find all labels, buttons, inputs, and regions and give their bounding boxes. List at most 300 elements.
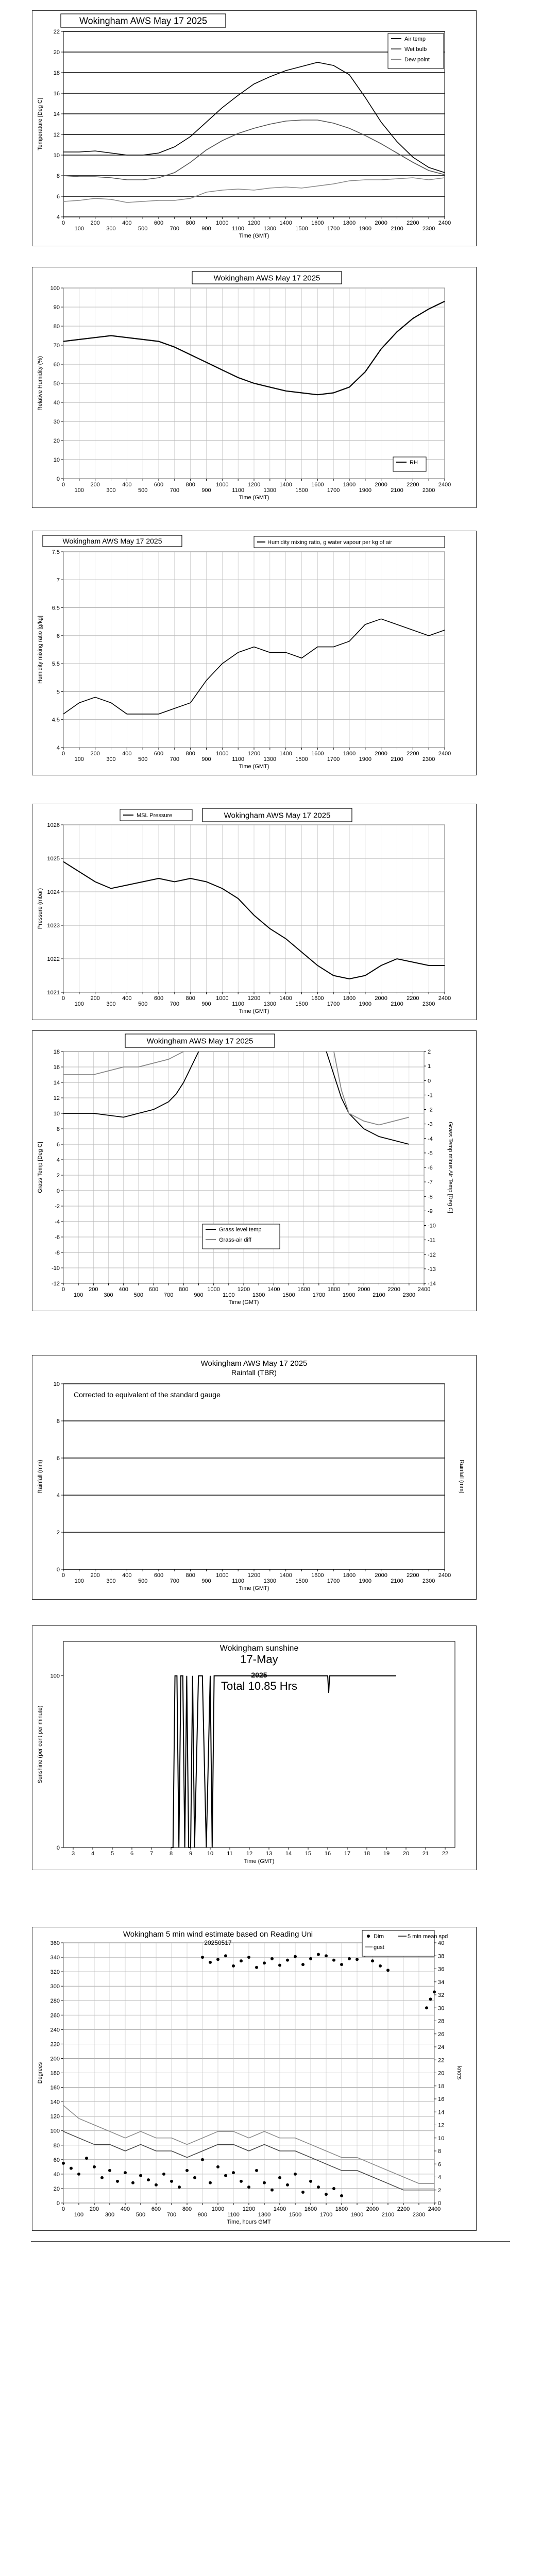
y2-tick-label: 36 bbox=[438, 1966, 445, 1973]
x-tick-label: 2200 bbox=[407, 220, 419, 226]
x-tick-label: 1800 bbox=[343, 482, 356, 488]
data-point bbox=[356, 1958, 359, 1961]
x-tick-label: 1700 bbox=[327, 1001, 340, 1007]
y2-tick-label: 22 bbox=[438, 2057, 445, 2064]
rainfall-chart bbox=[32, 1355, 476, 1599]
chart-subtitle: 20250517 bbox=[204, 1939, 232, 1946]
x-tick-label: 1500 bbox=[295, 487, 308, 494]
data-point bbox=[340, 1963, 343, 1966]
y2-tick-label: 1 bbox=[428, 1063, 431, 1070]
x-tick-label: 800 bbox=[179, 1286, 189, 1293]
y-tick-label: 90 bbox=[53, 304, 60, 311]
pressure-chart bbox=[32, 804, 476, 1020]
y-tick-label: 5.5 bbox=[52, 661, 60, 668]
x-tick-label: 8 bbox=[169, 1851, 173, 1857]
x-tick-label: 2200 bbox=[407, 1572, 419, 1579]
grass-temp-chart bbox=[32, 1031, 476, 1311]
plot-area bbox=[63, 31, 445, 217]
y-tick-label: 4 bbox=[56, 214, 60, 221]
y-tick-label: 6 bbox=[56, 1142, 60, 1148]
x-tick-label: 300 bbox=[106, 1001, 116, 1007]
y2-tick-label: -5 bbox=[428, 1150, 433, 1157]
x-tick-label: 1500 bbox=[282, 1292, 295, 1298]
x-tick-label: 1600 bbox=[304, 2206, 317, 2212]
humidity-chart-panel bbox=[32, 267, 477, 508]
x-tick-label: 9 bbox=[189, 1851, 193, 1857]
y-tick-label: 0 bbox=[56, 1845, 60, 1851]
y-tick-label: 60 bbox=[53, 2157, 60, 2163]
y-tick-label: 1022 bbox=[47, 956, 60, 962]
grass-temp-chart-panel bbox=[32, 1030, 477, 1311]
data-point bbox=[386, 1969, 390, 1972]
chart-annotation: Corrected to equivalent of the standard gauge bbox=[74, 1391, 221, 1399]
data-point bbox=[348, 1957, 351, 1960]
x-tick-label: 2100 bbox=[373, 1292, 385, 1298]
legend-label: gust bbox=[374, 1944, 384, 1951]
x-tick-label: 15 bbox=[305, 1851, 312, 1857]
x-tick-label: 3 bbox=[71, 1851, 75, 1857]
x-tick-label: 500 bbox=[138, 487, 148, 494]
x-tick-label: 500 bbox=[136, 2212, 146, 2218]
y-tick-label: 10 bbox=[53, 457, 60, 463]
y2-tick-label: -6 bbox=[428, 1165, 433, 1171]
y-tick-label: 7.5 bbox=[52, 549, 60, 555]
data-point bbox=[70, 2167, 73, 2170]
chart-title: Wokingham AWS May 17 2025 bbox=[200, 1359, 308, 1368]
pressure-chart-panel bbox=[32, 804, 477, 1020]
x-tick-label: 14 bbox=[285, 1851, 292, 1857]
data-point bbox=[247, 2185, 250, 2189]
x-tick-label: 1400 bbox=[273, 2206, 286, 2212]
data-point bbox=[255, 2169, 258, 2172]
data-point bbox=[294, 2173, 297, 2176]
y-tick-label: 6 bbox=[56, 633, 60, 639]
x-tick-label: 800 bbox=[185, 220, 195, 226]
y-tick-label: 10 bbox=[53, 1381, 60, 1387]
x-tick-label: 200 bbox=[90, 995, 100, 1002]
x-tick-label: 21 bbox=[422, 1851, 429, 1857]
y-tick-label: 360 bbox=[50, 1940, 60, 1946]
data-point bbox=[332, 2187, 335, 2190]
x-tick-label: 16 bbox=[324, 1851, 331, 1857]
data-point bbox=[278, 1963, 281, 1967]
y2-tick-label: -1 bbox=[428, 1092, 433, 1099]
data-point bbox=[301, 2191, 305, 2194]
x-tick-label: 1900 bbox=[359, 1578, 372, 1584]
x-tick-label: 100 bbox=[74, 1578, 84, 1584]
data-point bbox=[240, 1959, 243, 1962]
y-tick-label: 20 bbox=[53, 2185, 60, 2192]
y2-tick-label: 10 bbox=[438, 2135, 445, 2142]
x-tick-label: 2400 bbox=[438, 751, 451, 757]
x-tick-label: 2000 bbox=[375, 220, 387, 226]
y2-tick-label: -4 bbox=[428, 1136, 433, 1142]
data-point bbox=[201, 1956, 204, 1959]
x-tick-label: 500 bbox=[138, 1001, 148, 1007]
y2-tick-label: 0 bbox=[438, 2200, 442, 2207]
x-tick-label: 1700 bbox=[327, 1578, 340, 1584]
x-tick-label: 1800 bbox=[335, 2206, 348, 2212]
x-tick-label: 10 bbox=[207, 1851, 214, 1857]
x-tick-label: 2000 bbox=[358, 1286, 370, 1293]
x-tick-label: 1900 bbox=[342, 1292, 356, 1298]
x-tick-label: 2300 bbox=[422, 1001, 435, 1007]
x-tick-label: 2000 bbox=[375, 1572, 387, 1579]
x-tick-label: 1200 bbox=[247, 751, 261, 757]
x-tick-label: 100 bbox=[73, 1292, 83, 1298]
temperature-chart bbox=[32, 11, 476, 246]
x-tick-label: 1600 bbox=[297, 1286, 310, 1293]
y-axis-label: Sunshine (per cent per minute) bbox=[37, 1705, 43, 1784]
data-point bbox=[433, 1990, 436, 1993]
x-tick-label: 2200 bbox=[387, 1286, 400, 1293]
chart-year: 2025 bbox=[251, 1671, 267, 1679]
y-tick-label: 4 bbox=[56, 745, 60, 751]
x-tick-label: 500 bbox=[133, 1292, 144, 1298]
x-tick-label: 1300 bbox=[258, 2212, 271, 2218]
y-tick-label: 10 bbox=[53, 1111, 60, 1117]
y2-tick-label: 30 bbox=[438, 2005, 445, 2012]
x-tick-label: 2200 bbox=[397, 2206, 410, 2212]
data-point bbox=[263, 2181, 266, 2184]
y2-tick-label: 12 bbox=[438, 2122, 445, 2129]
x-tick-label: 600 bbox=[151, 2206, 161, 2212]
x-tick-label: 11 bbox=[227, 1851, 233, 1857]
data-point bbox=[216, 1958, 219, 1961]
x-tick-label: 1700 bbox=[312, 1292, 326, 1298]
x-tick-label: 300 bbox=[106, 226, 116, 232]
x-tick-label: 900 bbox=[201, 756, 211, 762]
x-tick-label: 600 bbox=[154, 995, 164, 1002]
data-point bbox=[124, 2171, 127, 2174]
data-point bbox=[309, 1957, 312, 1960]
data-point bbox=[155, 2183, 158, 2187]
y2-tick-label: -3 bbox=[428, 1121, 433, 1128]
wind-chart-panel bbox=[32, 1927, 477, 2231]
y-tick-label: 14 bbox=[53, 1080, 60, 1086]
data-point bbox=[62, 2162, 65, 2165]
x-tick-label: 1900 bbox=[359, 756, 372, 762]
x-tick-label: 1200 bbox=[247, 482, 261, 488]
x-tick-label: 100 bbox=[74, 2212, 84, 2218]
data-point bbox=[232, 1964, 235, 1968]
y-tick-label: 7 bbox=[56, 577, 60, 584]
y2-tick-label: 14 bbox=[438, 2109, 445, 2116]
chart-title: Wokingham 5 min wind estimate based on Reading Uni bbox=[123, 1930, 313, 1939]
x-tick-label: 700 bbox=[163, 1292, 174, 1298]
x-tick-label: 1600 bbox=[311, 482, 324, 488]
y-tick-label: 80 bbox=[53, 324, 60, 330]
y2-axis-label: Rainfall (mm) bbox=[459, 1460, 465, 1494]
x-tick-label: 1300 bbox=[263, 1578, 277, 1584]
x-tick-label: 1300 bbox=[263, 1001, 277, 1007]
y-axis-label: Relative Humidity (%) bbox=[37, 356, 43, 411]
x-tick-label: 1500 bbox=[295, 756, 308, 762]
x-tick-label: 2400 bbox=[417, 1286, 431, 1293]
x-tick-label: 200 bbox=[89, 1286, 98, 1293]
y-tick-label: 1023 bbox=[47, 923, 60, 929]
chart-subtitle: Rainfall (TBR) bbox=[231, 1368, 277, 1377]
humidity-chart bbox=[32, 267, 476, 507]
y-tick-label: 6.5 bbox=[52, 605, 60, 612]
y2-tick-label: 28 bbox=[438, 2018, 445, 2025]
data-point bbox=[147, 2178, 150, 2181]
chart-title: Wokingham AWS May 17 2025 bbox=[79, 15, 208, 26]
bottom-divider bbox=[31, 2241, 510, 2242]
x-tick-label: 2100 bbox=[391, 226, 403, 232]
x-tick-label: 400 bbox=[122, 220, 132, 226]
data-point bbox=[371, 1959, 374, 1962]
y2-tick-label: 26 bbox=[438, 2031, 445, 2038]
x-tick-label: 22 bbox=[442, 1851, 449, 1857]
y-tick-label: 2 bbox=[56, 1530, 60, 1536]
y-tick-label: 12 bbox=[53, 1095, 60, 1101]
y-tick-label: 0 bbox=[56, 476, 60, 482]
y-tick-label: 140 bbox=[50, 2099, 60, 2106]
chart-title: Wokingham AWS May 17 2025 bbox=[224, 811, 331, 820]
data-point bbox=[309, 2180, 312, 2183]
chart-title: Wokingham AWS May 17 2025 bbox=[146, 1037, 253, 1046]
x-tick-label: 2100 bbox=[381, 2212, 395, 2218]
x-tick-label: 12 bbox=[246, 1851, 253, 1857]
y-tick-label: 20 bbox=[53, 438, 60, 444]
temperature-chart-panel bbox=[32, 10, 477, 246]
x-tick-label: 400 bbox=[122, 995, 132, 1002]
y-tick-label: 18 bbox=[53, 70, 60, 76]
y-tick-label: 2 bbox=[56, 1173, 60, 1179]
data-point bbox=[232, 2171, 235, 2174]
x-tick-label: 2100 bbox=[391, 1578, 403, 1584]
x-tick-label: 900 bbox=[194, 1292, 204, 1298]
x-tick-label: 1000 bbox=[216, 751, 229, 757]
x-tick-label: 1200 bbox=[247, 1572, 261, 1579]
x-tick-label: 700 bbox=[170, 756, 180, 762]
y-tick-label: 320 bbox=[50, 1969, 60, 1976]
legend-label: Air temp bbox=[404, 36, 426, 42]
x-tick-label: 900 bbox=[201, 487, 211, 494]
x-tick-label: 2100 bbox=[391, 487, 403, 494]
y-tick-label: 60 bbox=[53, 362, 60, 368]
x-tick-label: 1100 bbox=[232, 1578, 244, 1584]
x-axis-label: Time (GMT) bbox=[239, 233, 269, 239]
y-tick-label: -6 bbox=[55, 1234, 60, 1241]
y-tick-label: -8 bbox=[55, 1250, 60, 1256]
x-tick-label: 20 bbox=[402, 1851, 410, 1857]
x-tick-label: 1100 bbox=[232, 487, 244, 494]
x-tick-label: 100 bbox=[74, 756, 84, 762]
x-tick-label: 1100 bbox=[232, 226, 244, 232]
data-point bbox=[278, 2176, 281, 2179]
x-tick-label: 300 bbox=[106, 1578, 116, 1584]
x-tick-label: 1100 bbox=[232, 1001, 244, 1007]
y2-tick-label: 6 bbox=[438, 2161, 442, 2168]
x-tick-label: 300 bbox=[105, 2212, 115, 2218]
x-tick-label: 2400 bbox=[438, 220, 451, 226]
y2-tick-label: 20 bbox=[438, 2070, 445, 2077]
data-point bbox=[100, 2176, 104, 2179]
x-tick-label: 1000 bbox=[216, 220, 229, 226]
y2-tick-label: 0 bbox=[428, 1078, 431, 1084]
y-tick-label: 6 bbox=[56, 194, 60, 200]
x-tick-label: 800 bbox=[185, 751, 195, 757]
data-point bbox=[108, 2169, 111, 2172]
y-tick-label: 6 bbox=[56, 1455, 60, 1462]
x-tick-label: 2200 bbox=[407, 995, 419, 1002]
chart-title: Wokingham AWS May 17 2025 bbox=[62, 536, 162, 545]
x-tick-label: 1000 bbox=[216, 1572, 229, 1579]
x-tick-label: 1900 bbox=[359, 1001, 372, 1007]
y-tick-label: 200 bbox=[50, 2056, 60, 2062]
y-axis-label: Temperature [Deg C] bbox=[37, 97, 43, 151]
x-tick-label: 1900 bbox=[359, 226, 372, 232]
data-point bbox=[77, 2173, 80, 2176]
sunshine-chart bbox=[32, 1626, 476, 1870]
y2-tick-label: 4 bbox=[438, 2174, 442, 2181]
y-tick-label: 260 bbox=[50, 2012, 60, 2019]
x-tick-label: 1300 bbox=[263, 226, 277, 232]
y-tick-label: 0 bbox=[56, 1188, 60, 1194]
y-tick-label: 8 bbox=[56, 173, 60, 179]
x-tick-label: 2300 bbox=[422, 487, 435, 494]
data-point bbox=[201, 2158, 204, 2161]
legend-label: Wet bulb bbox=[404, 46, 427, 53]
data-point bbox=[429, 1997, 432, 2001]
data-point bbox=[193, 2176, 196, 2179]
y2-tick-label: 8 bbox=[438, 2148, 442, 2155]
x-tick-label: 2200 bbox=[407, 751, 419, 757]
data-point bbox=[317, 2185, 320, 2189]
data-point bbox=[185, 2169, 189, 2172]
y-tick-label: 40 bbox=[53, 2171, 60, 2178]
x-tick-label: 200 bbox=[90, 482, 100, 488]
x-tick-label: 700 bbox=[170, 1001, 180, 1007]
x-tick-label: 800 bbox=[185, 1572, 195, 1579]
y-tick-label: 1026 bbox=[47, 822, 60, 828]
x-tick-label: 600 bbox=[148, 1286, 159, 1293]
y-tick-label: 5 bbox=[56, 689, 60, 696]
x-tick-label: 1700 bbox=[327, 756, 340, 762]
y2-tick-label: -9 bbox=[428, 1208, 433, 1215]
x-tick-label: 2300 bbox=[412, 2212, 426, 2218]
x-tick-label: 1500 bbox=[295, 1001, 308, 1007]
x-tick-label: 13 bbox=[265, 1851, 273, 1857]
x-tick-label: 18 bbox=[363, 1851, 370, 1857]
x-tick-label: 1300 bbox=[263, 756, 277, 762]
y-tick-label: 280 bbox=[50, 1998, 60, 2005]
x-tick-label: 1200 bbox=[247, 220, 261, 226]
x-tick-label: 1300 bbox=[263, 487, 277, 494]
y2-tick-label: 16 bbox=[438, 2096, 445, 2103]
y2-tick-label: 18 bbox=[438, 2083, 445, 2090]
data-point bbox=[340, 2194, 343, 2197]
y-tick-label: -10 bbox=[52, 1265, 60, 1272]
x-tick-label: 2000 bbox=[366, 2206, 379, 2212]
data-point bbox=[286, 1959, 289, 1962]
x-tick-label: 1500 bbox=[295, 1578, 308, 1584]
data-point bbox=[247, 1956, 250, 1959]
y-tick-label: -4 bbox=[55, 1219, 60, 1225]
x-tick-label: 500 bbox=[138, 226, 148, 232]
chart-subtitle: 17-May bbox=[240, 1653, 278, 1666]
x-tick-label: 0 bbox=[61, 482, 65, 488]
x-tick-label: 700 bbox=[170, 226, 180, 232]
x-tick-label: 1500 bbox=[289, 2212, 302, 2218]
x-tick-label: 4 bbox=[91, 1851, 95, 1857]
y2-tick-label: -2 bbox=[428, 1107, 433, 1113]
x-tick-label: 900 bbox=[201, 226, 211, 232]
x-tick-label: 1300 bbox=[252, 1292, 265, 1298]
y-tick-label: 70 bbox=[53, 343, 60, 349]
y-axis-label: Degrees bbox=[37, 2062, 43, 2084]
y-tick-label: 16 bbox=[53, 1064, 60, 1071]
legend-label: 5 min mean spd bbox=[408, 1934, 448, 1940]
x-tick-label: 1100 bbox=[227, 2212, 240, 2218]
x-tick-label: 2300 bbox=[422, 1578, 435, 1584]
x-tick-label: 1500 bbox=[295, 226, 308, 232]
y-tick-label: 12 bbox=[53, 132, 60, 138]
x-axis-label: Time (GMT) bbox=[244, 1858, 275, 1865]
y-tick-label: -12 bbox=[52, 1281, 60, 1287]
y-tick-label: -2 bbox=[55, 1204, 60, 1210]
x-tick-label: 900 bbox=[197, 2212, 208, 2218]
x-tick-label: 1800 bbox=[343, 1572, 356, 1579]
x-tick-label: 1600 bbox=[311, 995, 324, 1002]
x-tick-label: 17 bbox=[344, 1851, 351, 1857]
x-tick-label: 1000 bbox=[216, 482, 229, 488]
x-tick-label: 300 bbox=[104, 1292, 113, 1298]
y-tick-label: 80 bbox=[53, 2142, 60, 2149]
x-tick-label: 200 bbox=[90, 220, 100, 226]
x-tick-label: 1800 bbox=[343, 751, 356, 757]
x-tick-label: 0 bbox=[61, 751, 65, 757]
y-axis-label: Rainfall (mm) bbox=[37, 1460, 43, 1494]
y2-tick-label: -11 bbox=[428, 1237, 436, 1244]
x-tick-label: 2300 bbox=[422, 756, 435, 762]
data-point bbox=[325, 2193, 328, 2196]
x-tick-label: 600 bbox=[154, 1572, 164, 1579]
y-tick-label: 4.5 bbox=[52, 717, 60, 723]
y-tick-label: 10 bbox=[53, 152, 60, 159]
chart-title: Wokingham sunshine bbox=[219, 1644, 299, 1653]
y-tick-label: 120 bbox=[50, 2113, 60, 2120]
y-axis-label: Pressure (mbar) bbox=[37, 888, 43, 929]
data-point bbox=[270, 1957, 274, 1960]
y2-tick-label: -10 bbox=[428, 1223, 436, 1229]
x-tick-label: 2000 bbox=[375, 995, 387, 1002]
x-tick-label: 400 bbox=[122, 751, 132, 757]
x-tick-label: 1900 bbox=[359, 487, 372, 494]
x-tick-label: 200 bbox=[90, 1572, 100, 1579]
data-point bbox=[162, 2173, 165, 2176]
data-point bbox=[178, 2185, 181, 2189]
x-tick-label: 1900 bbox=[350, 2212, 364, 2218]
data-point bbox=[216, 2165, 219, 2168]
x-tick-label: 100 bbox=[74, 226, 84, 232]
data-point bbox=[240, 2180, 243, 2183]
x-tick-label: 1400 bbox=[279, 995, 292, 1002]
legend-swatch bbox=[367, 1935, 370, 1938]
x-tick-label: 700 bbox=[170, 1578, 180, 1584]
x-tick-label: 0 bbox=[61, 1572, 65, 1579]
x-tick-label: 1400 bbox=[279, 751, 292, 757]
x-tick-label: 1800 bbox=[327, 1286, 341, 1293]
data-point bbox=[131, 2181, 134, 2184]
wind-chart bbox=[32, 1927, 476, 2230]
x-tick-label: 1100 bbox=[232, 756, 244, 762]
x-tick-label: 1200 bbox=[242, 2206, 256, 2212]
legend-label: RH bbox=[410, 460, 418, 466]
y-axis-label: Grass Temp [Deg C] bbox=[37, 1142, 43, 1193]
